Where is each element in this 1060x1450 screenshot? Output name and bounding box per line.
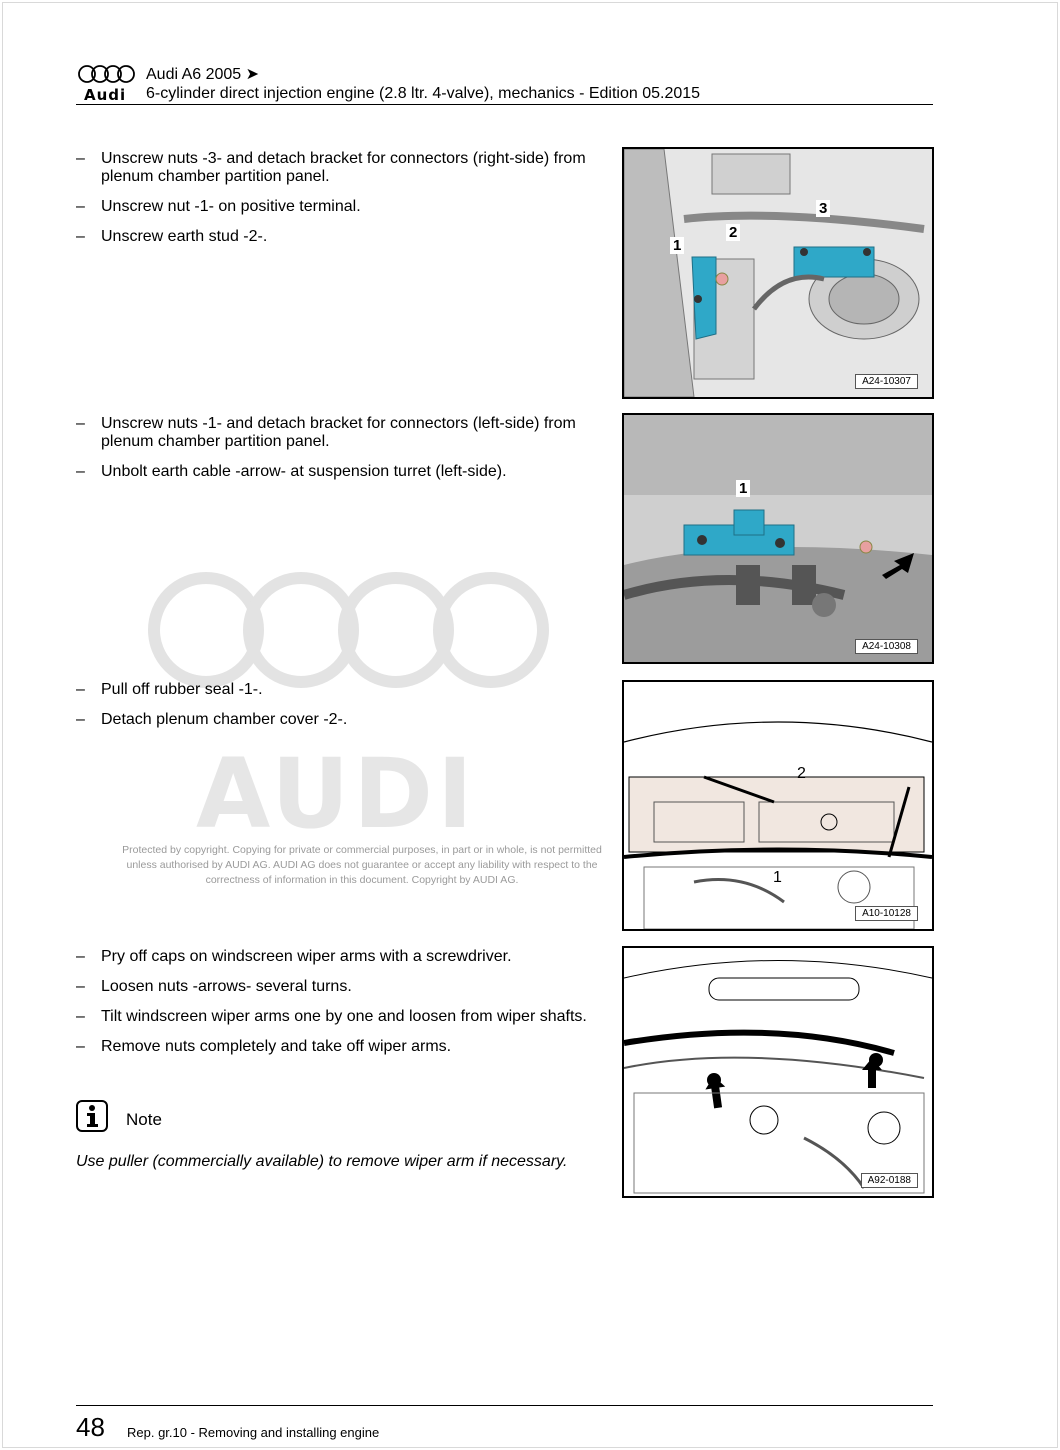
header-divider [76,104,933,105]
engine-photo-illustration [624,415,932,662]
step-text: Pull off rubber seal -1-. [101,681,263,698]
step-item [76,415,588,451]
brand-wordmark: Audi [84,86,127,104]
dash-bullet: – [76,1008,85,1025]
page-number: 48 [76,1412,105,1442]
step-text: Unscrew nuts -1- and detach bracket for connectors (left-side) from plenum chamber partition panel. [101,415,576,450]
figure-code: A92-0188 [861,1173,918,1188]
dash-bullet: – [76,228,85,245]
footer-divider [76,1405,933,1406]
step-item [76,228,588,246]
step-text: Unscrew nut -1- on positive terminal. [101,198,361,215]
callout-label: 2 [797,765,806,782]
step-item [76,711,588,729]
engine-photo-illustration [624,149,932,397]
dash-bullet: – [76,978,85,995]
step-item [76,681,588,699]
step-list-2 [76,415,588,493]
callout-label: 1 [670,237,684,254]
audi-rings-logo [78,64,136,84]
figure-wiper-arms [622,946,934,1198]
figure-code: A24-10307 [855,374,918,389]
dash-bullet: – [76,1038,85,1055]
step-item [76,150,588,186]
figure-code: A24-10308 [855,639,918,654]
document-title[interactable]: Audi A6 2005 ➤ [146,66,260,83]
step-text: Tilt windscreen wiper arms one by one and loosen from wiper shafts. [101,1008,587,1025]
watermark-brand: AUDI [196,738,477,850]
dash-bullet: – [76,463,85,480]
info-icon [76,1100,108,1132]
step-item [76,978,588,996]
figure-engine-right-bracket [622,147,934,399]
step-list-1 [76,150,588,258]
figure-code: A10-10128 [855,906,918,921]
note-text: Use puller (commercially available) to remove wiper arm if necessary. [76,1153,568,1170]
footer-text: Rep. gr.10 - Removing and installing engine [127,1425,380,1440]
figure-engine-left-bracket [622,413,934,664]
step-text: Unscrew earth stud -2-. [101,228,268,245]
dash-bullet: – [76,198,85,215]
step-text: Detach plenum chamber cover -2-. [101,711,348,728]
dash-bullet: – [76,415,85,432]
step-text: Unbolt earth cable -arrow- at suspension turret (left-side). [101,463,507,480]
step-item [76,1008,588,1026]
document-subtitle: 6-cylinder direct injection engine (2.8 ltr. 4-valve), mechanics - Edition 05.2015 [146,85,701,102]
copyright-notice: Protected by copyright. Copying for private or commercial purposes, in part or in whole, is not permitted unless authorised by AUDI AG. AUDI AG does not guarantee or accept any liability with respect to the correctness of information in this document. Copyright by AUDI AG. [122,844,602,886]
note-title: Note [126,1110,162,1129]
dash-bullet: – [76,711,85,728]
step-item [76,1038,588,1056]
step-text: Pry off caps on windscreen wiper arms with a screwdriver. [101,948,512,965]
dash-bullet: – [76,948,85,965]
step-text: Unscrew nuts -3- and detach bracket for connectors (right-side) from plenum chamber partition panel. [101,150,586,185]
callout-label: 2 [726,224,740,241]
step-item [76,463,588,481]
dash-bullet: – [76,681,85,698]
line-drawing [624,682,932,929]
callout-label: 1 [736,480,750,497]
watermark-rings-logo [146,570,556,690]
step-text: Loosen nuts -arrows- several turns. [101,978,352,995]
line-drawing [624,948,932,1196]
step-item [76,198,588,216]
dash-bullet: – [76,150,85,167]
step-text: Remove nuts completely and take off wiper arms. [101,1038,452,1055]
step-item [76,948,588,966]
figure-plenum-cover [622,680,934,931]
step-list-3 [76,681,588,741]
callout-label: 1 [773,869,782,886]
callout-label: 3 [816,200,830,217]
step-list-4 [76,948,588,1068]
